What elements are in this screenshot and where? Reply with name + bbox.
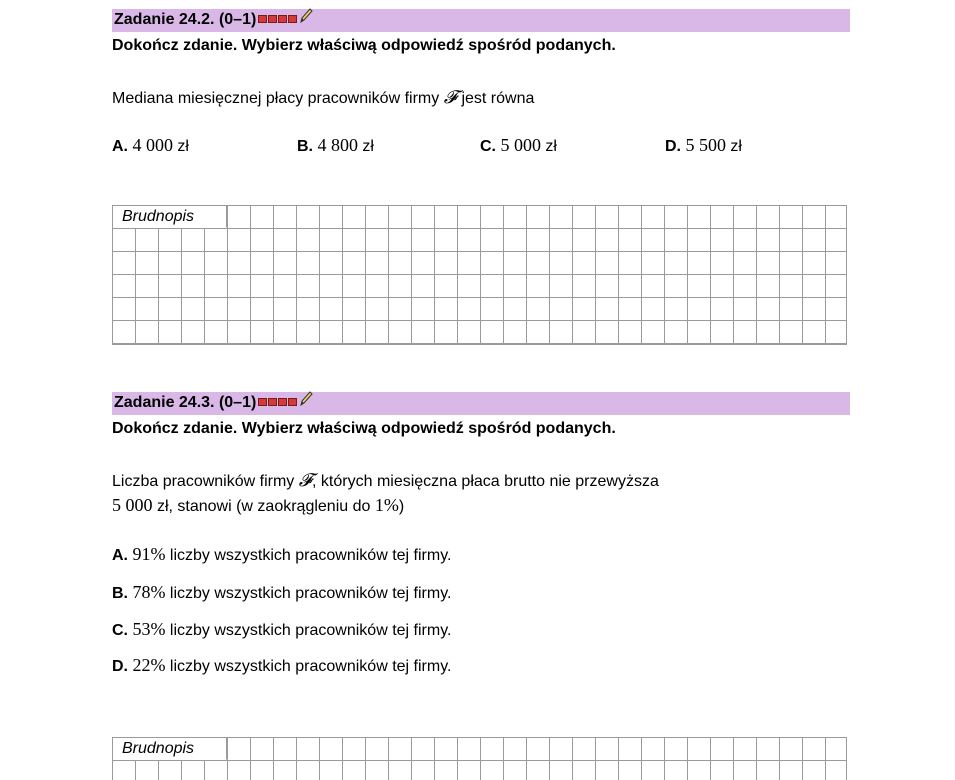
task-24-3-option-c[interactable]: C. 53% liczby wszystkich pracowników tej firmy. xyxy=(112,619,452,639)
scratch-grid-1[interactable] xyxy=(112,205,847,345)
task-24-2-option-c[interactable]: C. 5 000 zł xyxy=(480,135,557,155)
task-24-2-instruction: Dokończ zdanie. Wybierz właściwą odpowiedź spośród podanych. xyxy=(112,37,616,54)
pencil-icon xyxy=(299,391,313,407)
scratch-grid-2[interactable] xyxy=(112,737,847,780)
task-24-3-question-line1: Liczba pracowników firmy 𝓕, których miesięczna płaca brutto nie przewyższa xyxy=(112,470,659,490)
task-24-2-option-d[interactable]: D. 5 500 zł xyxy=(665,135,742,155)
task-24-3-option-a[interactable]: A. 91% liczby wszystkich pracowników tej firmy. xyxy=(112,544,452,564)
task-24-3-instruction: Dokończ zdanie. Wybierz właściwą odpowiedź spośród podanych. xyxy=(112,420,616,437)
task-24-3-header xyxy=(112,392,850,415)
scratch-label-1: Brudnopis xyxy=(113,206,227,228)
firm-symbol: 𝓕 xyxy=(298,470,313,490)
task-24-2-question: Mediana miesięcznej płacy pracowników firmy 𝓕 jest równa xyxy=(112,87,535,107)
firm-symbol: 𝓕 xyxy=(443,87,457,107)
task-24-3-question-line2: 5 000 zł, stanowi (w zaokrągleniu do 1%) xyxy=(112,495,405,515)
task-24-3-option-b[interactable]: B. 78% liczby wszystkich pracowników tej firmy. xyxy=(112,582,452,602)
scratch-label-2: Brudnopis xyxy=(113,738,227,760)
score-boxes-icon xyxy=(258,398,298,406)
task-24-3-title: Zadanie 24.3. (0–1) xyxy=(114,394,257,411)
score-boxes-icon xyxy=(258,15,298,23)
pencil-icon xyxy=(299,8,313,24)
task-24-3-option-d[interactable]: D. 22% liczby wszystkich pracowników tej firmy. xyxy=(112,655,452,675)
task-24-2-option-b[interactable]: B. 4 800 zł xyxy=(297,135,374,155)
task-24-2-option-a[interactable]: A. 4 000 zł xyxy=(112,135,189,155)
task-24-2-header xyxy=(112,9,850,32)
task-24-2-title: Zadanie 24.2. (0–1) xyxy=(114,11,257,28)
